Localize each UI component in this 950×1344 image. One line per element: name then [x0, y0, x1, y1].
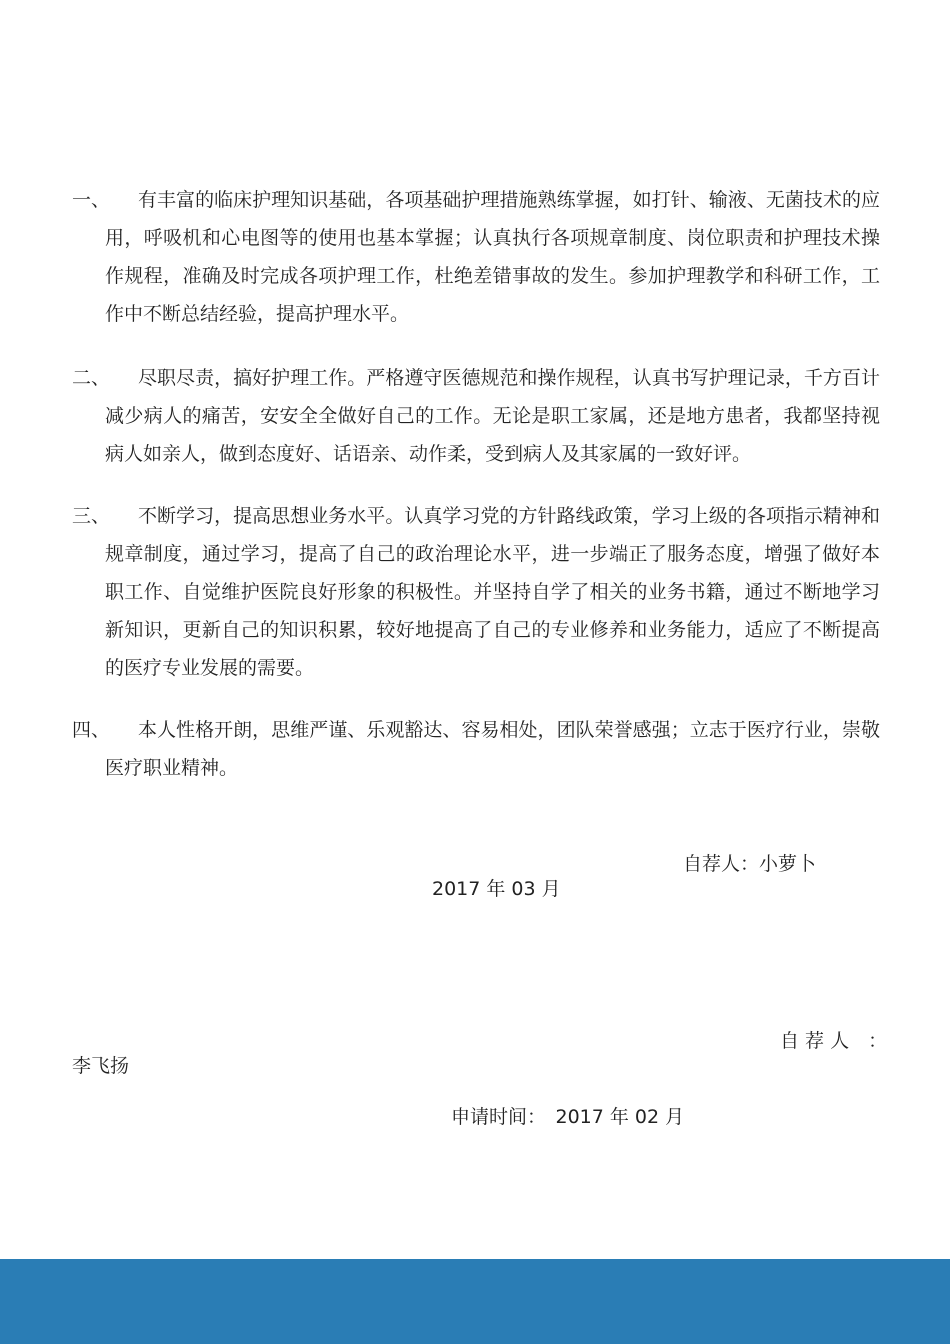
signature-2-date: 申请时间： 2017 年 02 月	[451, 1106, 685, 1128]
section-4-text: 本人性格开朗，思维严谨、乐观豁达、容易相处，团队荣誉感强；立志于医疗行业，崇敬医疗职业精神。	[105, 719, 880, 779]
footer-bar	[0, 1259, 950, 1344]
signature-1-label: 自荐人：小萝卜	[683, 853, 817, 875]
section-1	[72, 181, 880, 333]
signature-2-name: 李飞扬	[72, 1055, 130, 1077]
section-3-number: 三、	[72, 505, 111, 527]
section-2	[72, 359, 880, 473]
section-4	[72, 711, 880, 787]
section-1-text: 有丰富的临床护理知识基础，各项基础护理措施熟练掌握，如打针、输液、无菌技术的应用，呼吸机和心电图等的使用也基本掌握；认真执行各项规章制度、岗位职责和护理技术操作规程，准确及时完成各项护理工作，杜绝差错事故的发生。参加护理教学和科研工作，工作中不断总结经验，提高护理水平。	[105, 189, 880, 325]
signature-2-label: 自 荐 人 ：	[780, 1030, 888, 1052]
signature-1-date: 2017 年 03 月	[432, 878, 561, 900]
section-2-text: 尽职尽责，搞好护理工作。严格遵守医德规范和操作规程，认真书写护理记录，千方百计减少病人的痛苦，安安全全做好自己的工作。无论是职工家属，还是地方患者，我都坚持视病人如亲人，做到态度好、话语亲、动作柔，受到病人及其家属的一致好评。	[105, 367, 880, 465]
section-4-number: 四、	[72, 719, 111, 741]
section-1-number: 一、	[72, 189, 111, 211]
section-3	[72, 497, 880, 687]
section-3-text: 不断学习，提高思想业务水平。认真学习党的方针路线政策，学习上级的各项指示精神和规章制度，通过学习，提高了自己的政治理论水平，进一步端正了服务态度，增强了做好本职工作、自觉维护医院良好形象的积极性。并坚持自学了相关的业务书籍，通过不断地学习新知识，更新自己的知识积累，较好地提高了自己的专业修养和业务能力，适应了不断提高的医疗专业发展的需要。	[105, 505, 880, 679]
section-2-number: 二、	[72, 367, 111, 389]
